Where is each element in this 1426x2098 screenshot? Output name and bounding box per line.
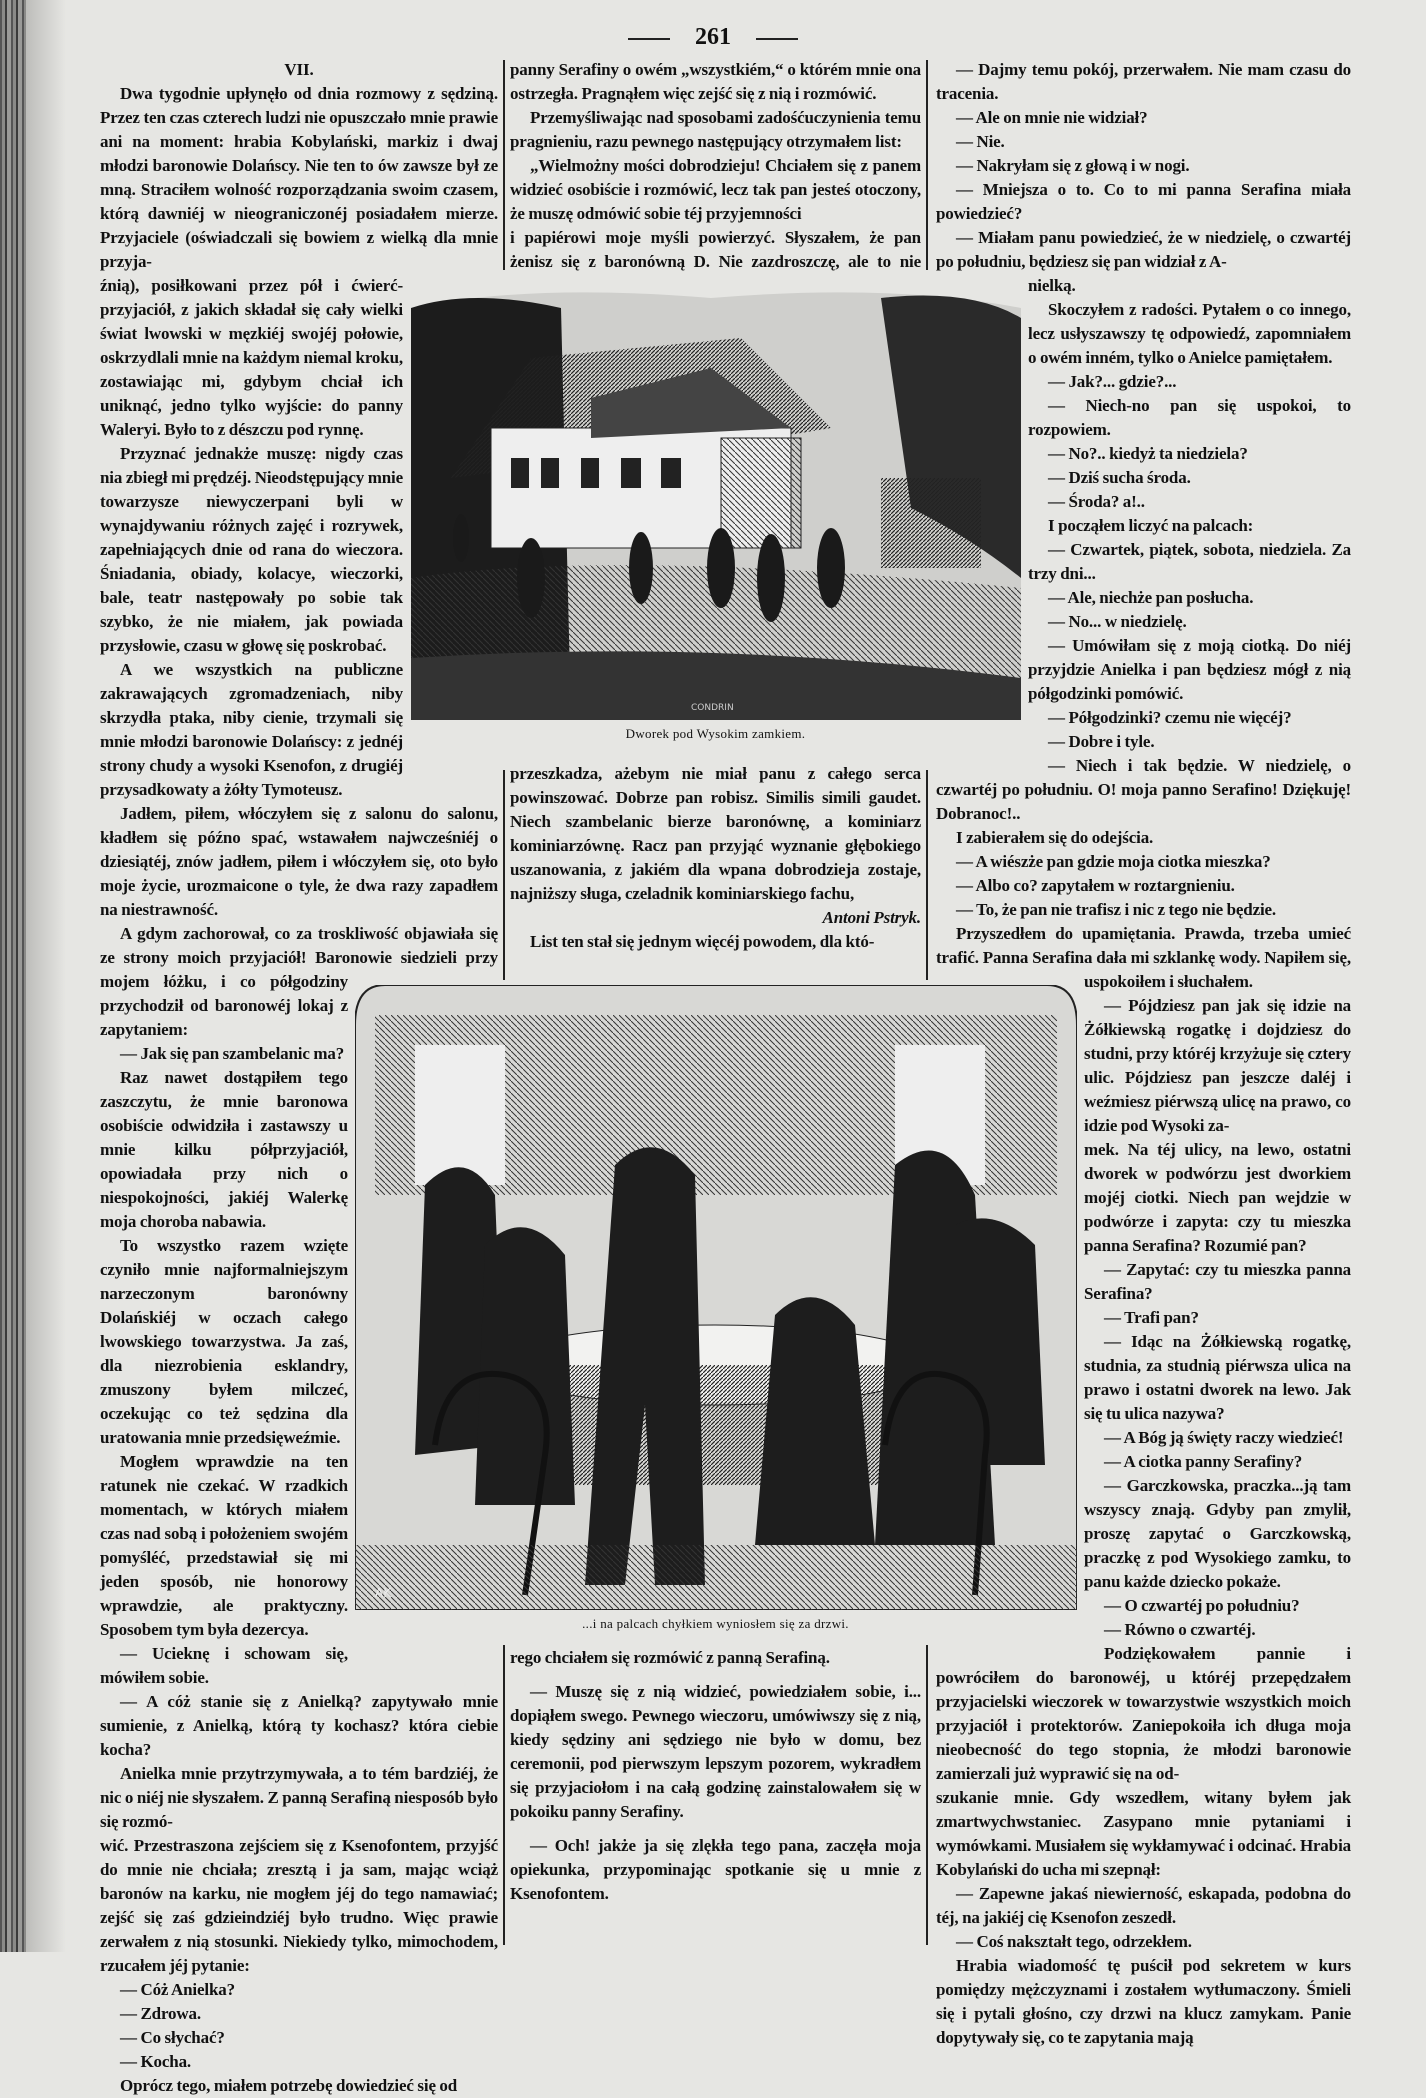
page-binding-edge — [0, 0, 26, 1952]
middle-column-block-3 — [510, 1646, 921, 1906]
paragraph: — Niech i tak będzie. W niedzielę, o czwartéj po południu. O! moja panno Serafino! Dziękuję! Dobranoc!.. — [936, 756, 1351, 823]
paragraph: — Zapewne jakaś niewierność, eskapada, podobna do téj, na jakiéj cię Ksenofon zeszedł. — [936, 1884, 1351, 1927]
caption-bottom-illustration: ...i na palcach chyłkiem wyniosłem się za drzwi. — [582, 1616, 849, 1631]
paragraph: Dwa tygodnie upłynęło od dnia rozmowy z sędziną. Przez ten czas czterech ludzi nie opuszczało mnie prawie ani na moment: hrabia Kobylański, markiz i dwaj młodzi baronowie Dolańscy. Nie ten to ów zawsze był ze mną. Straciłem wolność rozporządzania swoim czasem, którą dawniéj w nieograniczonéj posiadałem mierze. Przyjaciele (oświadczali się bowiem z wielką dla mnie przyja- — [100, 84, 498, 271]
paragraph: — Och! jakże ja się zlękła tego pana, zaczęła moja opiekunka, przypominając spotkanie się u mnie z Ksenofontem. — [510, 1836, 921, 1903]
paragraph: Hrabia wiadomość tę puścił pod sekretem w kurs pomiędzy mężczyznami i zostałem wytłumaczony. Śmieli się i pytali głośno, czy drzwi na klucz zamykam. Panie dopytywały się, co te zapytania mają — [936, 1956, 1351, 2047]
paragraph: — A ciotka panny Serafiny? — [1104, 1452, 1303, 1471]
paragraph: Przemyśliwając nad sposobami zadośćuczynienia temu pragnieniu, razu pewnego następujący otrzymałem list: — [510, 108, 921, 151]
column-rule — [503, 60, 505, 270]
paragraph: — Mniejsza o to. Co to mi panna Serafina miała powiedzieć? — [936, 180, 1351, 223]
paragraph: A gdym zachorował, co za troskliwość objawiała się ze strony moich przyjaciół! Baronowie siedzieli przy mojem łóżku, i co półgodziny przychodził od baronowéj lokaj z zapytaniem: — [100, 924, 498, 1039]
paragraph: — Ale, niechże pan posłucha. — [1048, 588, 1254, 607]
paragraph: — A Bóg ją święty raczy wiedzieć! — [1104, 1428, 1344, 1447]
paragraph: Oprócz tego, miałem potrzebę dowiedzieć się od — [120, 2076, 458, 2095]
paragraph: — Muszę się z nią widzieć, powiedziałem sobie, i... dopiąłem swego. Pewnego wieczoru, umówiwszy się z nią, kiedy sędziny ani sędziego nie było w domu, bez ceremonii, pod pierwszym lepszym pozorem, wykradłem się przyjaciołom i na całą godzinę zainstalowałem się w pokoiku panny Serafiny. — [510, 1682, 921, 1821]
paragraph: źnią), posiłkowani przez pół i ćwierć-przyjaciół, z jakich składał się cały wielki świat lwowski w męzkiéj swojéj połowie, oskrzydlali mnie na każdym niemal kroku, zostawiając mi, gdybym chciał ich uniknąć, jedno tylko wyjście: do panny Waleryi. Było to z dészczu pod rynnę. — [100, 276, 403, 439]
paragraph: — Środa? a!.. — [1048, 492, 1145, 511]
column-rule — [926, 1645, 928, 1945]
paragraph: To wszystko razem wzięte czyniło mnie najformalniejszym narzeczonym baronówny Dolańskiéj w oczach całego lwowskiego towarzystwa. Ja zaś, dla niezrobienia esklandry, zmuszony byłem milczeć, oczekując co też sędzina dla uratowania mnie przedsięweźmie. — [100, 1236, 348, 1447]
paragraph: — Nakryłam się z głową i w nogi. — [956, 156, 1190, 175]
paragraph: — Zapytać: czy tu mieszka panna Serafina? — [1084, 1260, 1351, 1303]
paragraph: — Ale on mnie nie widział? — [956, 108, 1148, 127]
caption-top-illustration: Dworek pod Wysokim zamkiem. — [625, 726, 806, 741]
paragraph: mek. Na téj ulicy, na lewo, ostatni dworek w podwórzu jest dworkiem mojéj ciotki. Niech pan wejdzie w podwórze i zapyta: czy tu mieszka panna Serafina? Rozumié pan? — [1084, 1140, 1351, 1255]
left-column-block-1 — [100, 58, 498, 274]
paragraph: — No... w niedzielę. — [1048, 612, 1187, 631]
paragraph: — Jak?... gdzie?... — [1048, 372, 1177, 391]
paragraph: — Albo co? zapytałem w roztargnieniu. — [956, 876, 1235, 895]
right-column-block-5 — [936, 1786, 1351, 2050]
paragraph: i papiérowi moje myśli powierzyć. Słyszałem, że pan żenisz się z baronówną D. Nie zazdroszczę, ale to nie przeszkadza, ażebym nie miał panu z całego serca powinszować. Dobrze pan robisz. Similis simili gaudet. Niech szambelanic bierze baronównę, a kominiarz kominiarzównę. Racz pan przyjąć wyznanie głębokiego uszanowania, z jakiém dla wpana dobrodzieja zostaje, najniższy sługa, czeladnik kominiarskiego fachu, — [510, 228, 921, 903]
paragraph: — Równo o czwartéj. — [1104, 1620, 1256, 1639]
paragraph: „Wielmożny mości dobrodzieju! Chciałem się z panem widzieć osobiście i rozmówić, lecz tak pan jesteś otoczony, że muszę odmówić sobie téj przyjemności — [510, 156, 921, 223]
paragraph: I począłem liczyć na palcach: — [1048, 516, 1254, 535]
paragraph: Skoczyłem z radości. Pytałem o co innego, lecz usłyszawszy tę odpowiedź, zapomniałem o owém inném, tylko o Anielce pamiętałem. — [1028, 300, 1351, 367]
paragraph: — Półgodzinki? czemu nie więcéj? — [1048, 708, 1292, 727]
paragraph: — Dajmy temu pokój, przerwałem. Nie mam czasu do tracenia. — [936, 60, 1351, 103]
paragraph: — Kocha. — [120, 2052, 192, 2071]
paragraph: Mogłem wprawdzie na ten ratunek nie czekać. W rzadkich momentach, w których miałem czas nad sobą i położeniem swojém pomyśléć, przedstawiał się mi jeden sposób, nie honorowy wprawdzie, ale praktyczny. Sposobem tym była dezercya. — [100, 1452, 348, 1639]
illustration-manor-house — [411, 278, 1021, 720]
paragraph: — Jak się pan szambelanic ma? — [120, 1044, 345, 1063]
paragraph: Przyznać jednakże muszę: nigdy czas nia zbiegł mi prędzéj. Nieodstępujący mnie towarzysze niewyczerpani byli w wynajdywaniu różnych zajęć i rozrywek, zapełniających dnie od rana do wieczora. Śniadania, obiady, kolacye, wieczorki, bale, teatr następowały po sobie tak szybko, że nie miałem, jak powiada przysłowie, czasu w głowę się poskrobać. — [100, 444, 403, 655]
paragraph: — Zdrowa. — [120, 2004, 201, 2023]
paragraph: — Dobre i tyle. — [1048, 732, 1155, 751]
paragraph: — Cóż Anielka? — [120, 1980, 235, 1999]
paragraph: — Niech-no pan się uspokoi, to rozpowiem. — [1028, 396, 1351, 439]
chapter-heading: VII. — [284, 60, 314, 79]
paragraph: panny Serafiny o owém „wszystkiém,“ o którém mnie ona ostrzegła. Pragnąłem więc zejść się z nią i rozmówić. — [510, 60, 921, 103]
illustration-drinking-party — [355, 985, 1077, 1610]
engraver-signature: CONDRIN — [691, 703, 734, 713]
paragraph: — Umówiłam się z moją ciotką. Do niéj przyjdzie Anielka i pan będziesz mógł z nią półgodzinki pomówić. — [1028, 636, 1351, 703]
paragraph: — To, że pan nie trafisz i nic z tego nie będzie. — [956, 900, 1277, 919]
page-number: 261 — [640, 24, 786, 51]
paragraph: szukanie mnie. Gdy wszedłem, witany byłem jak zmartwychwstaniec. Zasypano mnie pytaniami i wymówkami. Musiałem się wykłamywać i odcinać. Hrabia Kobylański do ucha mi szepnął: — [936, 1788, 1351, 1879]
paragraph: — Idąc na Żółkiewską rogatkę, studnia, za studnią piérwsza ulica na prawo i ostatni dworek na lewo. Jak się tu ulica nazywa? — [1084, 1332, 1351, 1423]
letter-signature: Antoni Pstryk. — [822, 908, 921, 927]
paragraph: — Trafi pan? — [1104, 1308, 1199, 1327]
paragraph: Anielka mnie przytrzymywała, a to tém bardziéj, że nic o niéj nie słyszałem. Z panną Serafiną niesposób było się rozmó- — [100, 1764, 498, 1831]
paragraph: nielką. — [1028, 276, 1076, 295]
paragraph: Przyszedłem do upamiętania. Prawda, trzeba umieć trafić. Panna Serafina dała mi szklankę wody. Napiłem się, uspokoiłem i słuchałem. — [936, 924, 1351, 991]
paragraph: Podziękowałem pannie i powróciłem do baronowéj, u któréj przepędzałem przyjacielski wieczorek w towarzystwie wszystkich moich przyjaciół i protektorów. Zaniepokoiła ich długa moja nieobecność do tego stopnia, że młodzi baronowie zamierzali już wyprawić się na od- — [936, 1644, 1351, 1783]
paragraph: Raz nawet dostąpiłem tego zaszczytu, że mnie baronowa osobiście odwidziła i zastawszy u mnie kilku półprzyjaciół, opowiadała przy nich o niespokojności, jakiéj Walerkę moja choroba nabawia. — [100, 1068, 348, 1231]
paragraph: — No?.. kiedyż ta niedziela? — [1048, 444, 1248, 463]
paragraph: — Coś nakształt tego, odrzekłem. — [956, 1932, 1192, 1951]
paragraph: — Miałam panu powiedzieć, że w niedzielę, o czwartéj po południu, będziesz się pan widział z A- — [936, 228, 1351, 271]
left-column-block-5 — [100, 1834, 498, 2098]
paragraph: — Co słychać? — [120, 2028, 225, 2047]
paragraph: — A cóż stanie się z Anielką? zapytywało mnie sumienie, z Anielką, którą ty kochasz? która ciebie kocha? — [100, 1692, 498, 1759]
paragraph: I zabierałem się do odejścia. — [956, 828, 1154, 847]
paragraph: rego chciałem się rozmówić z panną Serafiną. — [510, 1648, 830, 1667]
column-rule — [503, 1645, 505, 1945]
paragraph: List ten stał się jednym więcéj powodem, dla któ- — [530, 932, 875, 951]
artist-monogram: AK — [375, 1586, 392, 1600]
paragraph: — Garczkowska, praczka...ją tam wszyscy znają. Gdyby pan zmylił, proszę zapytać o Garczkowską, praczkę z pod Wysokiego zamku, to panu każde dziecko pokaże. — [1084, 1476, 1351, 1591]
paragraph: Jadłem, piłem, włóczyłem się z salonu do salonu, kładłem się późno spać, wstawałem najwcześniéj o dziesiątéj, znów jadłem, piłem i włóczyłem się, oto było moje życie, urozmaicone o tyle, że dwa razy zapadłem na niestrawność. — [100, 804, 498, 919]
right-column-block-1 — [936, 58, 1351, 274]
column-rule — [503, 770, 505, 980]
middle-column-block-1 — [510, 58, 921, 226]
paragraph: — Pójdziesz pan jak się idzie na Żółkiewską rogatkę i dojdziesz do studni, przy któréj krzyżuje się cztery ulic. Pójdziesz pan jeszcze daléj i weźmiesz piérwszą ulicę na prawo, co idzie pod Wysoki za- — [1084, 996, 1351, 1135]
paragraph: — O czwartéj po południu? — [1104, 1596, 1300, 1615]
page-binding-shadow — [26, 0, 66, 1952]
column-rule — [926, 60, 928, 270]
column-rule — [926, 770, 928, 980]
paragraph: A we wszystkich na publiczne zakrawających zgromadzeniach, niby skrzydła ptaka, niby cienie, trzymali się mnie młodzi baronowie Dolańscy: z jednéj strony chudy a wysoki Ksenofon, z drugiéj przysadkowaty a żółty Tymoteusz. — [100, 660, 403, 799]
paragraph: — A wiészże pan gdzie moja ciotka mieszka? — [956, 852, 1271, 871]
paragraph: — Nie. — [956, 132, 1005, 151]
paragraph: — Dziś sucha środa. — [1048, 468, 1191, 487]
paragraph: — Ucieknę i schowam się, mówiłem sobie. — [100, 1644, 348, 1687]
paragraph: wić. Przestraszona zejściem się z Ksenofontem, przyjść do mnie nie chciała; zresztą i ja sam, mając wciąż baronów na karku, nie mogłem jéj do tego namawiać; zejść się zaś gdzieindziéj było trudno. Więc prawie zerwałem z nią stosunki. Niekiedy tylko, mimochodem, rzucałem jéj pytanie: — [100, 1836, 498, 1975]
paragraph: — Czwartek, piątek, sobota, niedziela. Za trzy dni... — [1028, 540, 1351, 583]
